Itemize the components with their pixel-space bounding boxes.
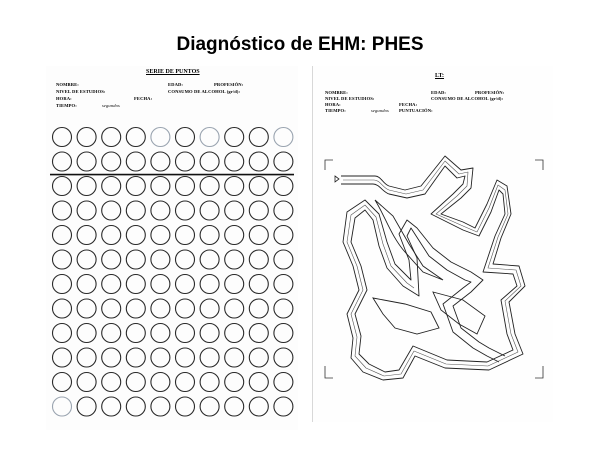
dot-circle — [53, 397, 72, 416]
dot-circle — [176, 152, 195, 171]
dot-circle — [126, 324, 145, 343]
dot-circle — [274, 299, 293, 318]
dot-circle — [77, 397, 96, 416]
dot-circle — [200, 348, 219, 367]
hour-field-label: HORA: — [56, 96, 72, 101]
maze-loop-right — [433, 292, 485, 334]
dot-circle — [225, 299, 244, 318]
dot-circle — [126, 373, 145, 392]
crop-mark-top-right — [535, 160, 543, 170]
profession-field-label: PROFESIÓN: — [214, 82, 244, 87]
dot-circle — [225, 152, 244, 171]
crop-mark-top-left — [325, 160, 333, 170]
dot-circle — [249, 397, 268, 416]
dot-circle — [176, 275, 195, 294]
dot-circle — [225, 177, 244, 196]
dot-circle — [225, 201, 244, 220]
crop-mark-bottom-right — [535, 366, 543, 378]
dot-circle — [176, 324, 195, 343]
dot-circle — [126, 397, 145, 416]
dot-circle — [200, 250, 219, 269]
alcohol-field-label: CONSUMO DE ALCOHOL (gr/d): — [168, 89, 241, 94]
dot-circle — [249, 324, 268, 343]
dot-circle — [126, 250, 145, 269]
dot-circle — [176, 348, 195, 367]
dot-circle — [102, 348, 121, 367]
dot-circle — [249, 299, 268, 318]
dot-series-sheet — [46, 66, 298, 430]
dot-circle — [225, 397, 244, 416]
dot-circle — [53, 299, 72, 318]
dot-circle — [102, 373, 121, 392]
dot-circle — [200, 324, 219, 343]
dot-circle — [126, 299, 145, 318]
dot-circle — [151, 128, 170, 147]
dot-circle — [274, 226, 293, 245]
dot-circle — [151, 324, 170, 343]
dot-circle — [151, 177, 170, 196]
dot-circle — [274, 348, 293, 367]
dot-circle — [225, 128, 244, 147]
dot-circle — [176, 128, 195, 147]
dot-circle — [126, 201, 145, 220]
dot-circle — [77, 201, 96, 220]
dot-circle — [53, 373, 72, 392]
dot-circle — [102, 177, 121, 196]
dot-circle — [200, 373, 219, 392]
dot-circle — [274, 275, 293, 294]
dot-circle — [176, 373, 195, 392]
dot-circle — [102, 275, 121, 294]
dot-circle — [200, 177, 219, 196]
dot-circle — [274, 177, 293, 196]
dot-circle — [53, 275, 72, 294]
dot-circle — [102, 250, 121, 269]
dot-circle — [151, 201, 170, 220]
crop-mark-bottom-left — [325, 366, 333, 378]
dot-circle — [126, 177, 145, 196]
dot-circle — [102, 152, 121, 171]
maze-outer-wall — [341, 156, 525, 380]
dot-circle — [77, 152, 96, 171]
dot-series-form-title: SERIE DE PUNTOS — [146, 69, 200, 75]
dot-circle — [53, 250, 72, 269]
dot-circle — [126, 226, 145, 245]
dot-circle — [200, 128, 219, 147]
dot-circle — [53, 201, 72, 220]
education-field-label: NIVEL DE ESTUDIOS: — [56, 89, 106, 94]
lt-time-field-label: TIEMPO: — [325, 108, 346, 113]
line-tracing-maze — [313, 66, 553, 422]
lt-date-field-label: FECHA: — [399, 102, 418, 107]
dot-circle — [151, 275, 170, 294]
dot-circle — [53, 177, 72, 196]
dot-grid — [46, 66, 298, 430]
dot-circle — [176, 201, 195, 220]
dot-circle — [200, 152, 219, 171]
dot-circle — [53, 348, 72, 367]
dot-circle — [249, 275, 268, 294]
dot-circle — [274, 373, 293, 392]
line-tracing-sheet — [312, 66, 553, 422]
dot-circle — [77, 275, 96, 294]
dot-circle — [225, 250, 244, 269]
dot-circle — [126, 152, 145, 171]
lt-score-field-label: PUNTUACIÓN: — [399, 108, 433, 113]
time-unit-label: segundos — [102, 103, 120, 108]
dot-circle — [126, 275, 145, 294]
date-field-label: FECHA: — [134, 96, 153, 101]
dot-circle — [176, 226, 195, 245]
dot-circle — [77, 324, 96, 343]
dot-circle — [77, 250, 96, 269]
dot-circle — [176, 177, 195, 196]
dot-circle — [249, 177, 268, 196]
dot-circle — [249, 250, 268, 269]
dot-circle — [200, 275, 219, 294]
dot-circle — [249, 226, 268, 245]
dot-circle — [200, 201, 219, 220]
lt-education-field-label: NIVEL DE ESTUDIOS: — [325, 96, 375, 101]
dot-circle — [77, 373, 96, 392]
dot-circle — [53, 324, 72, 343]
dot-circle — [151, 348, 170, 367]
line-tracing-form-title: LT: — [435, 73, 445, 79]
name-field-label: NOMBRE: — [56, 82, 79, 87]
lt-age-field-label: EDAD: — [431, 90, 447, 95]
dot-circle — [102, 226, 121, 245]
dot-circle — [200, 299, 219, 318]
dot-circle — [102, 299, 121, 318]
lt-alcohol-field-label: CONSUMO DE ALCOHOL (gr/d): — [431, 96, 504, 101]
maze-loop-lower — [373, 298, 439, 334]
dot-circle — [176, 397, 195, 416]
dot-circle — [126, 348, 145, 367]
dot-circle — [274, 250, 293, 269]
dot-circle — [249, 152, 268, 171]
dot-circle — [77, 128, 96, 147]
dot-circle — [126, 128, 145, 147]
dot-circle — [274, 201, 293, 220]
start-marker — [335, 176, 339, 182]
lt-hour-field-label: HORA: — [325, 102, 341, 107]
time-field-label: TIEMPO: — [56, 103, 77, 108]
dot-circle — [225, 373, 244, 392]
dot-circle — [77, 299, 96, 318]
dot-circle — [274, 324, 293, 343]
lt-time-unit-label: segundos — [371, 108, 389, 113]
dot-circle — [249, 373, 268, 392]
dot-circle — [77, 177, 96, 196]
dot-circle — [225, 226, 244, 245]
dot-circle — [274, 152, 293, 171]
age-field-label: EDAD: — [168, 82, 184, 87]
dot-circle — [249, 128, 268, 147]
dot-circle — [102, 324, 121, 343]
dot-circle — [200, 226, 219, 245]
lt-name-field-label: NOMBRE: — [325, 90, 348, 95]
dot-circle — [151, 373, 170, 392]
dot-circle — [151, 250, 170, 269]
dot-circle — [225, 348, 244, 367]
dot-circle — [77, 226, 96, 245]
dot-circle — [225, 324, 244, 343]
dot-circle — [151, 397, 170, 416]
dot-circle — [225, 275, 244, 294]
dot-circle — [151, 152, 170, 171]
dot-circle — [274, 128, 293, 147]
dot-circle — [176, 250, 195, 269]
dot-circle — [151, 226, 170, 245]
maze-inner-wall — [341, 166, 517, 372]
dot-circle — [102, 201, 121, 220]
dot-circle — [249, 348, 268, 367]
dot-circle — [53, 128, 72, 147]
slide-title: Diagnóstico de EHM: PHES — [176, 34, 424, 55]
dot-circle — [249, 201, 268, 220]
lt-profession-field-label: PROFESIÓN: — [475, 90, 505, 95]
dot-circle — [151, 299, 170, 318]
dot-circle — [200, 397, 219, 416]
dot-circle — [274, 397, 293, 416]
dot-circle — [53, 152, 72, 171]
dot-circle — [176, 299, 195, 318]
maze-center-track — [343, 161, 521, 376]
dot-circle — [77, 348, 96, 367]
dot-circle — [102, 128, 121, 147]
dot-circle — [53, 226, 72, 245]
dot-circle — [102, 397, 121, 416]
